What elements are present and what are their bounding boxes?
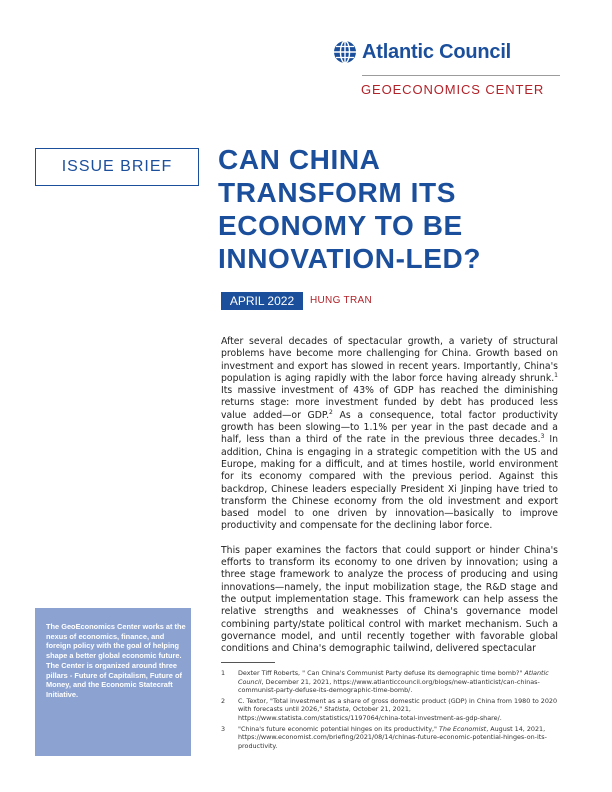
publication-date: APRIL 2022 [221, 292, 303, 310]
sidebar-text: The GeoEconomics Center works at the nexus of economics, finance, and foreign policy with the goal of helping shape a better global economic future. The Center is organized around three pillars - Future of Capitalism, Future of Money, and the Economic Statecraft Initiative. [46, 622, 186, 699]
footnote-ref[interactable]: 1 [554, 371, 558, 379]
footnote-link[interactable]: , December 21, 2021, https://www.atlanticcouncil.org/blogs/new-atlanticist/can-chinas-communist-party-defuse-its-demographic-time-bomb/. [238, 677, 540, 695]
footnote-source: Statista [324, 705, 349, 714]
footnote-ref[interactable]: 3 [540, 433, 545, 441]
body-text [221, 336, 558, 667]
footnote-link[interactable]: , October 21, 2021, https://www.statista.com/statistics/1197064/china-total-investment-as-gdp-share/. [238, 705, 502, 722]
page-title [218, 143, 578, 275]
center-name: GEOECONOMICS CENTER [361, 82, 545, 97]
footnote-source: Atlantic Council [238, 669, 549, 686]
footnote: 1 Dexter Tiff Roberts, " Can China's Communist Party defuse its demographic time bomb?" Atlantic Council, December 21, 2021, https://www.atlanticcouncil.org/blogs/new-atlanticist/can-chinas-communist-party-defuse-its-demographic-time-bomb/. [221, 669, 549, 695]
title-line: CAN CHINA [218, 144, 381, 175]
title-line: INNOVATION-LED? [218, 243, 482, 274]
footnote-divider [221, 662, 275, 663]
body-paragraph: After several decades of spectacular growth, a variety of structural problems have become more challenging for China. Growth based on investment and export has slowed in recent years. Importantly, China's population is aging rapidly with the labor force having already shrunk.$^1$ Its massive investment of 43% of GDP has reached the diminishing returns stage: more investment funded by debt has produced less value added—or GDP.$^2$ As a consequence, total factor productivity growth has been slowing—to 1.1% per year in the past decade and a half, less than a third of the rate in the previous three decades.$^3$ In addition, China is engaging in a strategic competition with the US and Europe, making for a difficult, and at times hostile, world environment for its economy compared with the previous period. Against this backdrop, Chinese leaders especially President Xi Jinping have tried to transform the Chinese economy from the old investment and export based model to one driven by innovation—basically to improve productivity and compensate for the declining labor force. [221, 336, 558, 532]
footnote: 3 "China's future economic potential hinges on its productivity," The Economist, August 14, 2021, https://www.economist.com/briefing/2021/08/14/chinas-future-economic-potential-hinges-on-its-productivity. [221, 724, 547, 750]
body-paragraph: This paper examines the factors that could support or hinder China's efforts to transform its economy to one driven by innovation; using a three stage framework to analyze the process of producing and using innovations—namely, the input mobilization stage, the R&D stage and the output implementation stage. This framework can help assess the relative strengths and weaknesses of China's governance model combining party/state political control with market mechanism. Such a governance model, and until recently together with favorable global conditions and China's demographic tailwind, delivered spectacular [221, 544, 558, 655]
globe-icon [333, 40, 357, 64]
footnote-number: 3 [221, 724, 226, 733]
org-name: Atlantic Council [362, 41, 512, 63]
footnote-number: 1 [221, 669, 226, 677]
footnotes [221, 669, 561, 752]
issue-brief-label: ISSUE BRIEF [61, 158, 173, 175]
footnote-ref[interactable]: 2 [329, 408, 333, 416]
footnote-link[interactable]: , August 14, 2021, https://www.economist.com/briefing/2021/08/14/chinas-future-economic-potential-hinges-on-its-productivity. [238, 724, 547, 750]
title-line: ECONOMY TO BE [218, 210, 463, 241]
title-line: TRANSFORM ITS [218, 177, 457, 208]
issue-brief-label-box [35, 148, 199, 186]
author-name: HUNG TRAN [310, 295, 372, 306]
footnote-number: 2 [221, 696, 226, 705]
atlantic-council-logo [330, 40, 560, 100]
footnote: 2 C. Textor, "Total investment as a share of gross domestic product (GDP) in China from 1980 to 2020 with forecasts until 2026," Statista, October 21, 2021, https://www.statista.com/statistics/1197064/china-total-investment-as-gdp-share/. [221, 696, 558, 722]
footnote-source: The Economist [439, 724, 487, 733]
about-center-sidebar [35, 608, 191, 756]
logo-divider [362, 75, 560, 76]
